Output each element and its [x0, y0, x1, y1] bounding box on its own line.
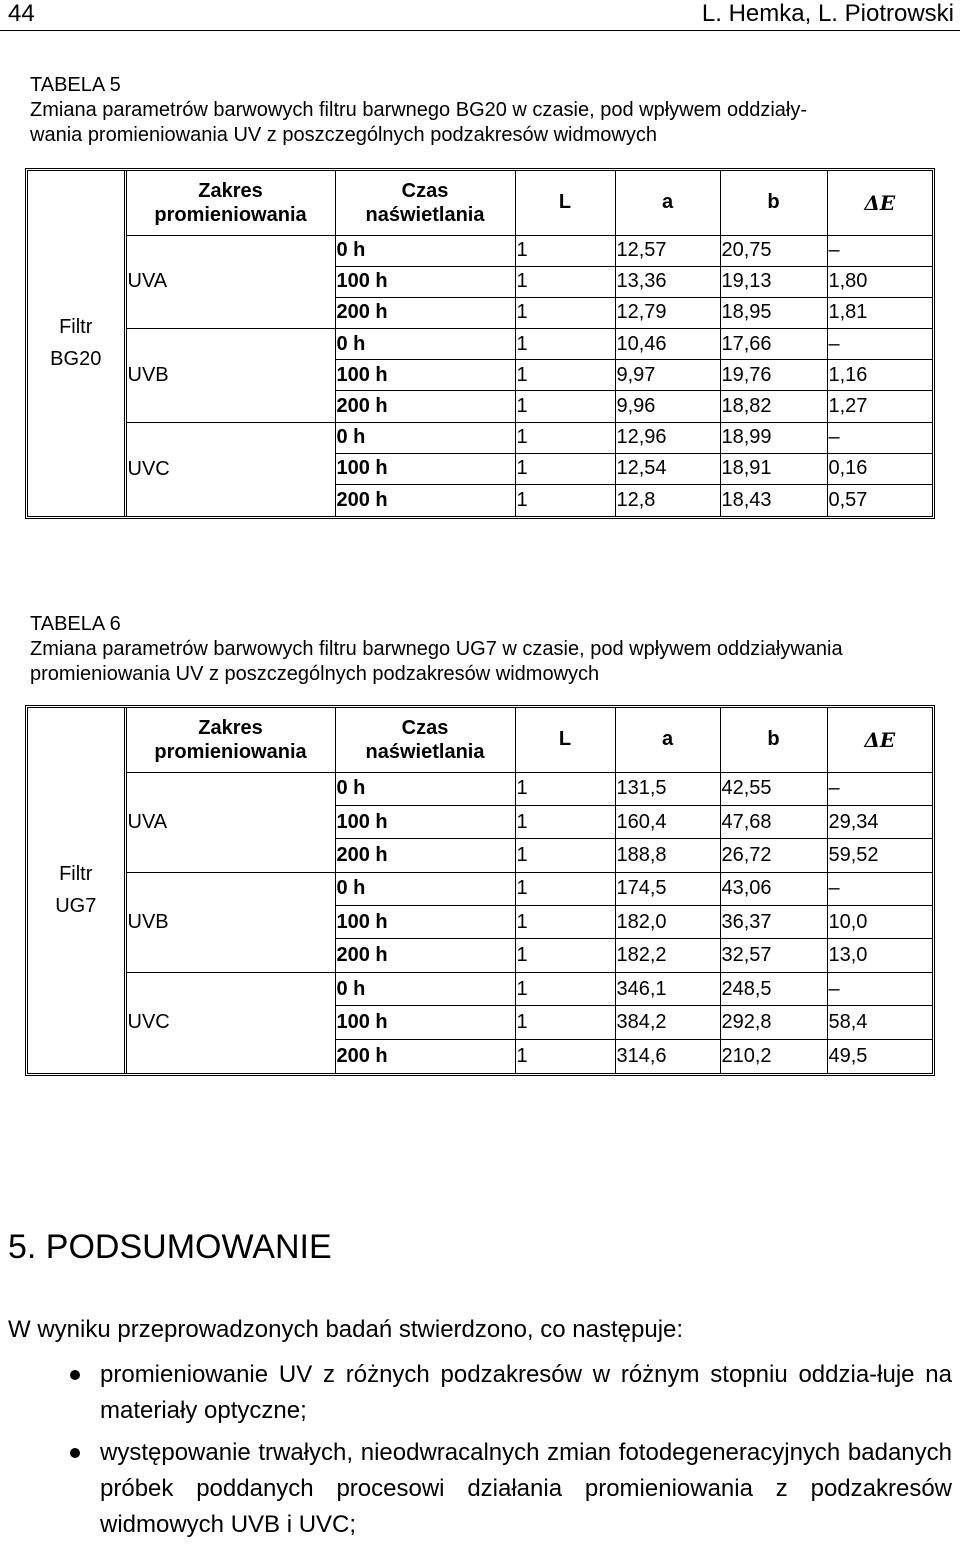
table6-caption — [30, 612, 843, 687]
time-cell: 200 h — [335, 839, 515, 872]
a-cell: 384,2 — [615, 1006, 720, 1039]
time-cell: 100 h — [335, 360, 515, 391]
running-head: L. Hemka, L. Piotrowski — [701, 0, 954, 27]
L-cell: 1 — [515, 872, 615, 905]
filter-cell — [28, 171, 125, 516]
b-cell: 18,91 — [720, 453, 827, 484]
time-cell: 200 h — [335, 297, 515, 328]
summary-bullet — [0, 1435, 960, 1543]
table-row — [28, 772, 932, 805]
L-cell: 1 — [515, 297, 615, 328]
filter-name: UG7 — [55, 895, 97, 918]
L-cell: 1 — [515, 839, 615, 872]
filter-cell — [28, 708, 125, 1073]
col-header-b: b — [720, 708, 827, 772]
L-cell: 1 — [515, 360, 615, 391]
L-cell: 1 — [515, 453, 615, 484]
col-header-a: a — [615, 171, 720, 235]
table6 — [25, 705, 935, 1076]
L-cell: 1 — [515, 772, 615, 805]
dE-cell: 1,16 — [827, 360, 932, 391]
table6-caption-line2: promieniowania UV z poszczególnych podzakresów widmowych — [30, 663, 600, 685]
b-cell: 210,2 — [720, 1039, 827, 1072]
time-cell: 100 h — [335, 453, 515, 484]
filter-label: Filtr — [59, 316, 93, 339]
page-header — [0, 0, 960, 31]
L-cell: 1 — [515, 329, 615, 360]
a-cell: 346,1 — [615, 972, 720, 1005]
L-cell: 1 — [515, 391, 615, 422]
range-cell: UVB — [125, 329, 335, 423]
dE-cell: – — [827, 972, 932, 1005]
time-cell: 200 h — [335, 1039, 515, 1072]
b-cell: 19,13 — [720, 266, 827, 297]
a-cell: 182,0 — [615, 906, 720, 939]
dE-cell: – — [827, 772, 932, 805]
dE-cell: 1,81 — [827, 297, 932, 328]
summary-bullet — [0, 1357, 960, 1429]
L-cell: 1 — [515, 972, 615, 1005]
bullet-icon — [70, 1370, 80, 1380]
bullet-text: występowanie trwałych, nieodwracalnych zmian fotodegeneracyjnych badanych próbek poddanych procesowi działania promieniowania z podzakresów widmowych UVB i UVC; — [100, 1439, 952, 1538]
table5 — [25, 168, 935, 519]
time-cell: 0 h — [335, 422, 515, 453]
bullet-icon — [70, 1448, 80, 1458]
L-cell: 1 — [515, 939, 615, 972]
table5-label: TABELA 5 — [30, 74, 121, 96]
a-cell: 131,5 — [615, 772, 720, 805]
range-cell: UVB — [125, 872, 335, 972]
b-cell: 17,66 — [720, 329, 827, 360]
table-row — [28, 235, 932, 266]
dE-cell: 58,4 — [827, 1006, 932, 1039]
b-cell: 19,76 — [720, 360, 827, 391]
b-cell: 43,06 — [720, 872, 827, 905]
dE-cell: 59,52 — [827, 839, 932, 872]
time-cell: 200 h — [335, 391, 515, 422]
a-cell: 12,54 — [615, 453, 720, 484]
table5-caption-line1: Zmiana parametrów barwowych filtru barwnego BG20 w czasie, pod wpływem oddziały- — [30, 99, 807, 121]
a-cell: 12,8 — [615, 485, 720, 516]
a-cell: 10,46 — [615, 329, 720, 360]
range-cell: UVA — [125, 235, 335, 329]
table-row — [28, 329, 932, 360]
dE-cell: 10,0 — [827, 906, 932, 939]
dE-cell: 1,80 — [827, 266, 932, 297]
summary-bullet-list — [0, 1357, 960, 1549]
col-header-time: Czas naświetlania — [335, 708, 515, 772]
b-cell: 18,43 — [720, 485, 827, 516]
b-cell: 18,82 — [720, 391, 827, 422]
section-title: 5. PODSUMOWANIE — [8, 1228, 332, 1266]
col-header-a: a — [615, 708, 720, 772]
col-header-L: L — [515, 708, 615, 772]
dE-cell: 49,5 — [828, 1044, 868, 1067]
col-header-dE: ΔE — [827, 171, 932, 235]
range-cell: UVA — [125, 772, 335, 872]
bullet-text: promieniowanie UV z różnych podzakresów w różnym stopniu oddzia-łuje na materiały optyczne; — [100, 1361, 952, 1424]
b-cell: 47,68 — [720, 805, 827, 838]
time-cell: 100 h — [335, 266, 515, 297]
b-cell: 42,55 — [720, 772, 827, 805]
dE-cell: 0,16 — [827, 453, 932, 484]
time-cell: 100 h — [335, 805, 515, 838]
dE-cell: – — [827, 872, 932, 905]
b-cell: 32,57 — [720, 939, 827, 972]
L-cell: 1 — [515, 1006, 615, 1039]
b-cell: 18,99 — [720, 422, 827, 453]
a-cell: 12,96 — [615, 422, 720, 453]
table-row — [28, 872, 932, 905]
b-cell: 18,95 — [720, 297, 827, 328]
dE-cell: – — [827, 329, 932, 360]
L-cell: 1 — [515, 266, 615, 297]
b-cell: 36,37 — [720, 906, 827, 939]
a-cell: 182,2 — [615, 939, 720, 972]
table-row — [28, 972, 932, 1005]
table5-caption-line2: wania promieniowania UV z poszczególnych podzakresów widmowych — [30, 124, 657, 146]
col-header-range: Zakres promieniowania — [125, 708, 335, 772]
time-cell: 100 h — [335, 906, 515, 939]
L-cell: 1 — [515, 1039, 615, 1072]
table-row — [28, 422, 932, 453]
filter-name: BG20 — [50, 348, 102, 371]
dE-cell: 0,57 — [828, 488, 868, 511]
summary-intro: W wyniku przeprowadzonych badań stwierdzono, co następuje: — [8, 1316, 684, 1343]
a-cell: 13,36 — [615, 266, 720, 297]
col-header-L: L — [515, 171, 615, 235]
L-cell: 1 — [515, 235, 615, 266]
time-cell: 0 h — [335, 972, 515, 1005]
table5-caption — [30, 73, 807, 148]
range-cell: UVC — [125, 422, 335, 516]
time-cell: 200 h — [335, 485, 515, 516]
time-cell: 100 h — [335, 1006, 515, 1039]
a-cell: 12,57 — [615, 235, 720, 266]
L-cell: 1 — [515, 485, 615, 516]
dE-cell: 13,0 — [827, 939, 932, 972]
dE-cell: 29,34 — [827, 805, 932, 838]
dE-cell: – — [827, 235, 932, 266]
b-cell: 20,75 — [720, 235, 827, 266]
range-cell: UVC — [125, 972, 335, 1072]
b-cell: 292,8 — [720, 1006, 827, 1039]
a-cell: 12,79 — [615, 297, 720, 328]
col-header-range: Zakres promieniowania — [125, 171, 335, 235]
col-header-time: Czas naświetlania — [335, 171, 515, 235]
col-header-b: b — [720, 171, 827, 235]
dE-cell: – — [827, 422, 932, 453]
time-cell: 0 h — [335, 872, 515, 905]
a-cell: 188,8 — [615, 839, 720, 872]
table6-label: TABELA 6 — [30, 613, 121, 635]
time-cell: 0 h — [335, 772, 515, 805]
L-cell: 1 — [515, 805, 615, 838]
a-cell: 314,6 — [615, 1039, 720, 1072]
time-cell: 0 h — [335, 329, 515, 360]
a-cell: 9,96 — [615, 391, 720, 422]
b-cell: 26,72 — [720, 839, 827, 872]
filter-label: Filtr — [59, 863, 93, 886]
dE-cell: 1,27 — [827, 391, 932, 422]
L-cell: 1 — [515, 906, 615, 939]
col-header-dE: ΔE — [827, 708, 932, 772]
page-number: 44 — [8, 0, 35, 27]
b-cell: 248,5 — [720, 972, 827, 1005]
a-cell: 160,4 — [615, 805, 720, 838]
a-cell: 174,5 — [615, 872, 720, 905]
time-cell: 200 h — [335, 939, 515, 972]
a-cell: 9,97 — [615, 360, 720, 391]
L-cell: 1 — [515, 422, 615, 453]
time-cell: 0 h — [335, 235, 515, 266]
table6-caption-line1: Zmiana parametrów barwowych filtru barwnego UG7 w czasie, pod wpływem oddziaływania — [30, 638, 843, 660]
